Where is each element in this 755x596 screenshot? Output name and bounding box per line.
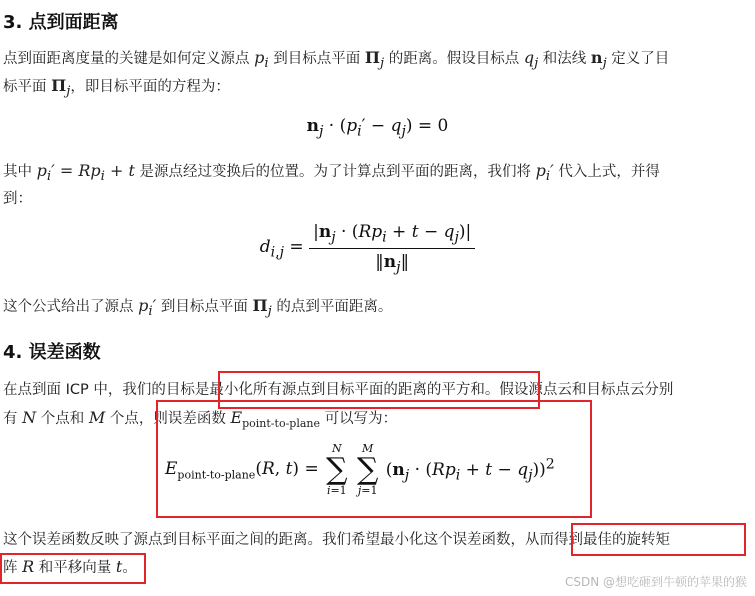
section-4-heading: 4. 误差函数 bbox=[3, 342, 101, 363]
text-span: 这个公式给出了源点 bbox=[3, 299, 139, 315]
highlighted-text: 从而得到最佳的旋转矩 bbox=[525, 532, 670, 548]
math-R: R bbox=[22, 557, 35, 576]
text-span: 则误差函数 bbox=[153, 411, 231, 427]
math-pi-j: $\Pi_j$ bbox=[252, 296, 272, 320]
text-span: 和法线 bbox=[538, 51, 591, 67]
math-M: M bbox=[88, 408, 106, 427]
highlight-box-result-line1 bbox=[571, 523, 746, 556]
text-span: 标平面 bbox=[3, 79, 52, 95]
highlight-box-error-function bbox=[156, 400, 592, 518]
math-p-i-prime: $p_i'$ bbox=[535, 161, 554, 185]
paragraph-line bbox=[3, 48, 669, 74]
math-p-i: $p_i$ bbox=[254, 48, 269, 72]
math-transform: $p_i' = Rp_i + t$ bbox=[36, 161, 135, 185]
text-span: 阵 bbox=[3, 560, 23, 576]
math-t: t bbox=[115, 557, 123, 576]
highlighted-text: 最小化所有源点到目标平面的距离的平方和。 bbox=[209, 382, 500, 398]
text-span: 在点到面 ICP 中，我们的目标是 bbox=[3, 382, 210, 398]
text-span: 到目标点平面 bbox=[156, 299, 253, 315]
math-q-j: $q_j$ bbox=[523, 48, 539, 72]
math-n-j: $n_j$ bbox=[590, 48, 607, 72]
text-span: 假设源点云和目标点云分别 bbox=[499, 382, 674, 398]
text-span: 有 bbox=[3, 411, 23, 427]
paragraph-line bbox=[3, 530, 670, 550]
text-span: 到目标点平面 bbox=[268, 51, 365, 67]
plane-equation: $n_j \cdot (p_i' - q_j) = 0$ bbox=[306, 116, 449, 140]
text-span: 的距离。假设目标点 bbox=[384, 51, 524, 67]
math-p-i-prime: $p_i'$ bbox=[138, 296, 157, 320]
paragraph-line bbox=[3, 296, 392, 322]
highlight-box-result-line2 bbox=[0, 553, 146, 584]
distance-fraction: $\frac{|n_j \cdot (Rp_i + t - q_j)|}{‖n_j‖}$ bbox=[309, 222, 475, 276]
text-span: 点到面距离度量的关键是如何定义源点 bbox=[3, 51, 255, 67]
text-span: 可以写为： bbox=[320, 411, 398, 427]
error-function-equation: $E_{point-to-plane}(R$, t) = N ∑ i=1 M ∑ j=1 $(n_j \cdot (Rp_i + t - q_j))^2$ bbox=[165, 442, 555, 497]
text-span: 。 bbox=[122, 560, 137, 576]
text-span: ，即目标平面的方程为： bbox=[70, 79, 230, 95]
watermark: CSDN @想吃砸到牛顿的苹果的猴 bbox=[564, 575, 747, 589]
text-span: 这个误差函数反映了源点到目标平面之间的距离。我们希望最小化这个误差函数， bbox=[3, 532, 525, 548]
text-span: 个点和 bbox=[36, 411, 89, 427]
text-span: 个点， bbox=[105, 411, 154, 427]
sum-over-j: M ∑ j=1 bbox=[356, 442, 379, 497]
math-E: $E_{point-to-plane}$ bbox=[230, 408, 321, 431]
math-pi-j: $\Pi_j$ bbox=[51, 76, 71, 100]
text-span: 是源点经过变换后的位置。为了计算点到平面的距离，我们将 bbox=[134, 164, 536, 180]
text-span: 定义了目 bbox=[606, 51, 670, 67]
sum-over-i: N ∑ i=1 bbox=[326, 442, 348, 497]
math-N: N bbox=[22, 408, 37, 427]
distance-equation: $d_{i,j}$ = $\frac{|n_j \cdot (Rp_i + t - q_j)|}{‖n_j‖}$ bbox=[0, 222, 745, 276]
math-pi-j: $\Pi_j$ bbox=[364, 48, 385, 72]
paragraph-line: 到： bbox=[3, 191, 32, 207]
section-3-heading: 3. 点到面距离 bbox=[3, 12, 119, 33]
text-span: 其中 bbox=[3, 164, 37, 180]
paragraph-line bbox=[3, 76, 230, 102]
text-span: 和平移向量 bbox=[34, 560, 116, 576]
text-span: 的点到平面距离。 bbox=[271, 299, 393, 315]
paragraph-line bbox=[3, 161, 660, 187]
text-span: 代入上式，并得 bbox=[553, 164, 660, 180]
